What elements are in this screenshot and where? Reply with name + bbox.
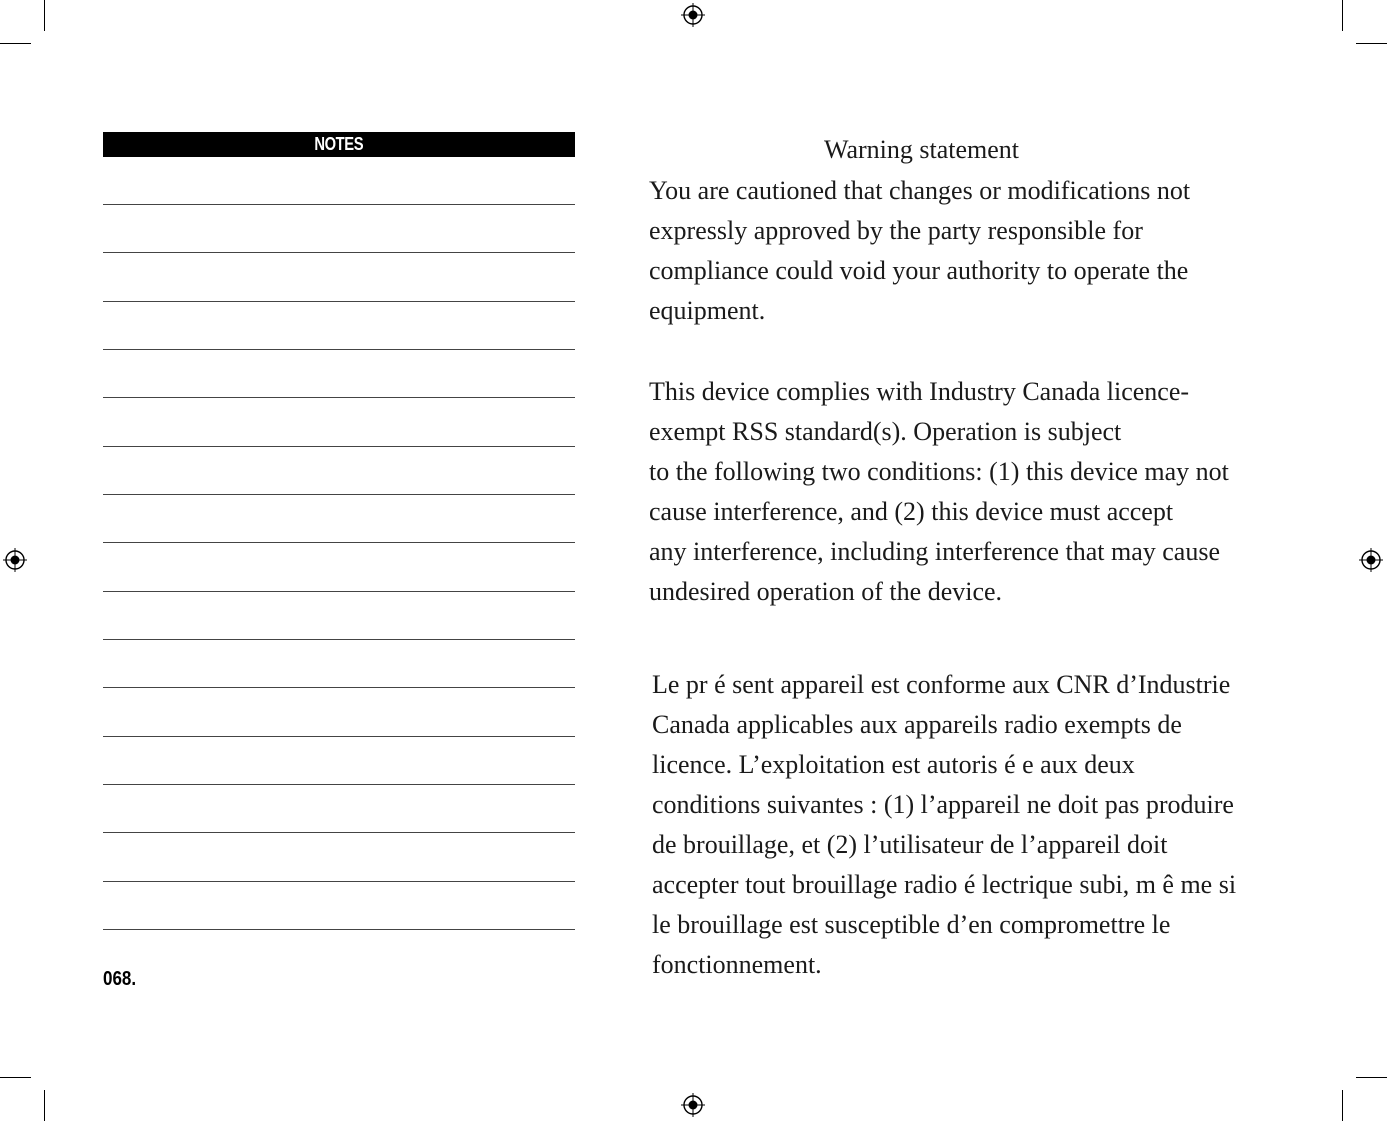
paragraph-line: fonctionnement. xyxy=(652,950,822,979)
note-line xyxy=(103,397,575,398)
note-line xyxy=(103,784,575,785)
crop-mark xyxy=(0,1077,31,1078)
crop-mark xyxy=(1342,0,1343,31)
crop-mark xyxy=(1356,43,1387,44)
registration-mark-icon xyxy=(1359,548,1383,572)
crop-mark xyxy=(44,1090,45,1121)
paragraph-line: le brouillage est susceptible d’en compromettre le xyxy=(652,910,1171,939)
note-line xyxy=(103,929,575,930)
registration-mark-icon xyxy=(3,548,27,572)
note-line xyxy=(103,446,575,447)
crop-mark xyxy=(0,43,31,44)
warning-title: Warning statement xyxy=(824,135,1020,164)
crop-mark xyxy=(44,0,45,31)
paragraph-line: Canada applicables aux appareils radio exempts de xyxy=(652,710,1182,739)
paragraph-line: accepter tout brouillage radio é lectrique subi, m ê me si xyxy=(652,870,1237,899)
crop-mark xyxy=(1342,1090,1343,1121)
fcc-warning-paragraph xyxy=(649,171,1190,331)
crop-mark xyxy=(1356,1077,1387,1078)
note-line xyxy=(103,591,575,592)
note-line xyxy=(103,252,575,253)
paragraph-line: equipment. xyxy=(649,296,766,325)
paragraph-line: de brouillage, et (2) l’utilisateur de l’appareil doit xyxy=(652,830,1168,859)
industry-canada-paragraph-fr xyxy=(652,665,1236,985)
note-line xyxy=(103,832,575,833)
notes-header xyxy=(103,132,575,157)
note-line xyxy=(103,687,575,688)
paragraph-line: expressly approved by the party responsible for xyxy=(649,216,1143,245)
paragraph-line: You are cautioned that changes or modifications not xyxy=(649,176,1191,205)
paragraph-line: undesired operation of the device. xyxy=(649,577,1003,606)
registration-mark-icon xyxy=(681,3,705,27)
paragraph-line: cause interference, and (2) this device must accept xyxy=(649,497,1174,526)
paragraph-line: conditions suivantes : (1) l’appareil ne doit pas produire xyxy=(652,790,1234,819)
industry-canada-paragraph-en xyxy=(649,372,1229,612)
paragraph-line: to the following two conditions: (1) this device may not xyxy=(649,457,1229,486)
registration-mark-icon xyxy=(681,1093,705,1117)
paragraph-line: compliance could void your authority to operate the xyxy=(649,256,1189,285)
note-line xyxy=(103,301,575,302)
note-line xyxy=(103,204,575,205)
paragraph-line: licence. L’exploitation est autoris é e aux deux xyxy=(652,750,1135,779)
page-number: 068. xyxy=(103,968,137,990)
note-line xyxy=(103,736,575,737)
paragraph-line: Le pr é sent appareil est conforme aux CNR d’Industrie xyxy=(652,670,1231,699)
paragraph-line: exempt RSS standard(s). Operation is subject xyxy=(649,417,1122,446)
note-line xyxy=(103,494,575,495)
paragraph-line: This device complies with Industry Canada licence- xyxy=(649,377,1190,406)
note-line xyxy=(103,542,575,543)
note-line xyxy=(103,349,575,350)
notes-title: NOTES xyxy=(314,134,364,154)
paragraph-line: any interference, including interference that may cause xyxy=(649,537,1220,566)
note-line xyxy=(103,881,575,882)
note-line xyxy=(103,639,575,640)
